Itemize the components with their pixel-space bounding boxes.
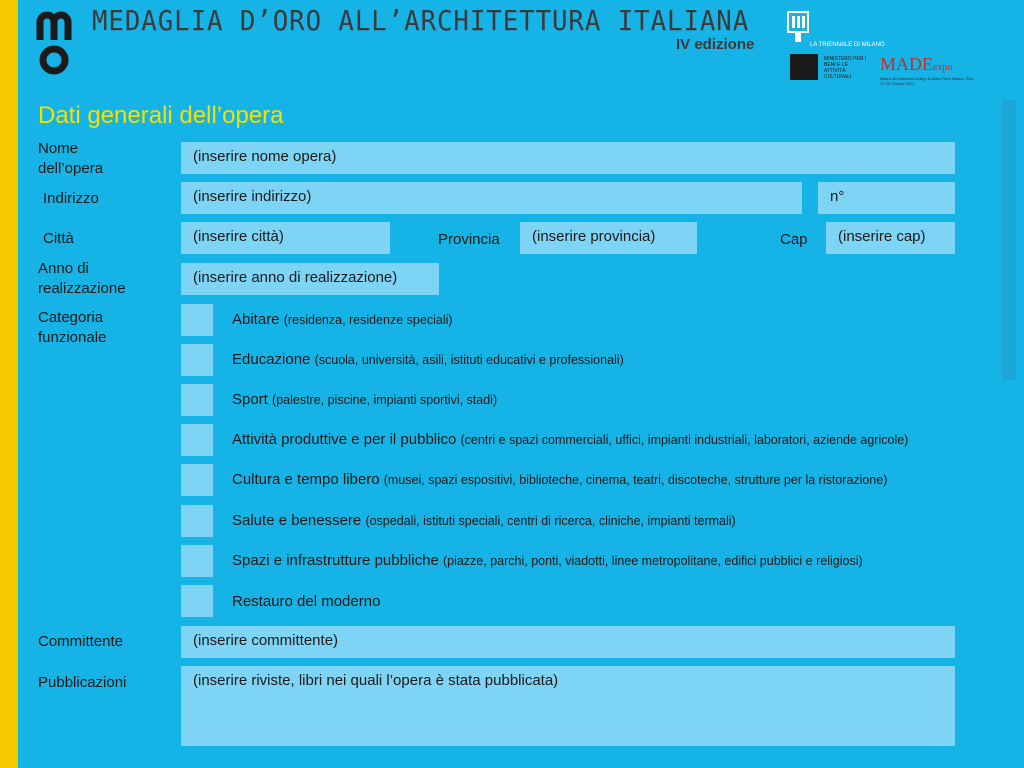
- citta-label: Città: [43, 230, 74, 247]
- category-name: Educazione: [232, 351, 311, 368]
- category-label-salute: [232, 512, 736, 529]
- category-name: Restauro del moderno: [232, 593, 381, 610]
- category-desc: (ospedali, istituti speciali, centri di ricerca, cliniche, impianti termali): [365, 514, 736, 528]
- ministero-logo-icon: [790, 54, 818, 80]
- category-desc: (palestre, piscine, impianti sportivi, stadi): [272, 393, 498, 407]
- citta-input[interactable]: (inserire città): [181, 222, 390, 254]
- committente-input[interactable]: (inserire committente): [181, 626, 955, 658]
- nome-label: Nome dell’opera: [38, 140, 104, 177]
- triennale-label: LA TRIENNALE DI MILANO: [810, 42, 885, 48]
- category-desc: (piazze, parchi, ponti, viadotti, linee metropolitane, edifici pubblici e religiosi): [442, 554, 863, 568]
- mo-logo-icon: [36, 8, 84, 78]
- category-desc: (residenza, residenze speciali): [283, 313, 453, 327]
- committente-label: Committente: [38, 633, 124, 650]
- category-label-cultura: [232, 471, 887, 488]
- category-label-restauro: [232, 593, 380, 610]
- category-name: Spazi e infrastrutture pubbliche: [232, 552, 439, 569]
- ministero-label: MINISTERO PER I BENI E LE ATTIVITÀ CULTURALI: [824, 56, 867, 80]
- category-checkbox-restauro[interactable]: [181, 585, 213, 617]
- page-title: Dati generali dell’opera: [38, 102, 284, 129]
- provincia-input[interactable]: (inserire provincia): [520, 222, 697, 254]
- cap-input[interactable]: (inserire cap): [826, 222, 955, 254]
- category-name: Salute e benessere: [232, 512, 362, 529]
- anno-input[interactable]: (inserire anno di realizzazione): [181, 263, 439, 295]
- left-accent-bar: [0, 0, 18, 768]
- category-name: Cultura e tempo libero: [232, 471, 380, 488]
- category-desc: (musei, spazi espositivi, biblioteche, cinema, teatri, discoteche, strutture per la ristorazione): [383, 473, 888, 487]
- category-label-educazione: [232, 351, 624, 368]
- category-checkbox-sport[interactable]: [181, 384, 213, 416]
- category-checkbox-spazi-pubblici[interactable]: [181, 545, 213, 577]
- made-expo-subtitle: Milano Architettura Design Edilizia Fiera Milano, Rho 17-20 Ottobre 2012: [880, 76, 974, 86]
- category-name: Sport: [232, 391, 268, 408]
- made-expo-logo: [880, 54, 952, 75]
- made-logo-main: MADE: [880, 54, 933, 74]
- category-name: Abitare: [232, 311, 280, 328]
- triennale-logo-icon: [786, 10, 810, 44]
- nome-input[interactable]: (inserire nome opera): [181, 142, 955, 174]
- category-checkbox-salute[interactable]: [181, 505, 213, 537]
- category-checkbox-cultura[interactable]: [181, 464, 213, 496]
- cap-label: Cap: [780, 231, 808, 248]
- category-checkbox-abitare[interactable]: [181, 304, 213, 336]
- pubblicazioni-textarea[interactable]: (inserire riviste, libri nei quali l’opera è stata pubblicata): [181, 666, 955, 746]
- category-label-sport: [232, 391, 497, 408]
- category-checkbox-attivita-produttive[interactable]: [181, 424, 213, 456]
- edition-label: IV edizione: [676, 36, 755, 53]
- provincia-label: Provincia: [438, 231, 500, 248]
- category-name: Attività produttive e per il pubblico: [232, 431, 457, 448]
- award-title: MEDAGLIA D’ORO ALL’ARCHITETTURA ITALIANA: [92, 4, 750, 37]
- numero-input[interactable]: n°: [818, 182, 955, 214]
- category-desc: (scuola, università, asili, istituti educativi e professionali): [314, 353, 624, 367]
- made-logo-suffix: expo: [933, 62, 953, 73]
- pubblicazioni-label: Pubblicazioni: [38, 674, 127, 691]
- indirizzo-label: Indirizzo: [43, 190, 99, 207]
- category-checkbox-educazione[interactable]: [181, 344, 213, 376]
- category-label-spazi-pubblici: [232, 552, 863, 569]
- category-label-abitare: [232, 311, 453, 328]
- categoria-label: Categoria funzionale: [38, 309, 107, 346]
- indirizzo-input[interactable]: (inserire indirizzo): [181, 182, 802, 214]
- category-label-attivita-produttive: [232, 431, 908, 448]
- category-desc: (centri e spazi commerciali, uffici, impianti industriali, laboratori, aziende agricole): [460, 433, 909, 447]
- anno-label: Anno di realizzazione: [38, 260, 126, 297]
